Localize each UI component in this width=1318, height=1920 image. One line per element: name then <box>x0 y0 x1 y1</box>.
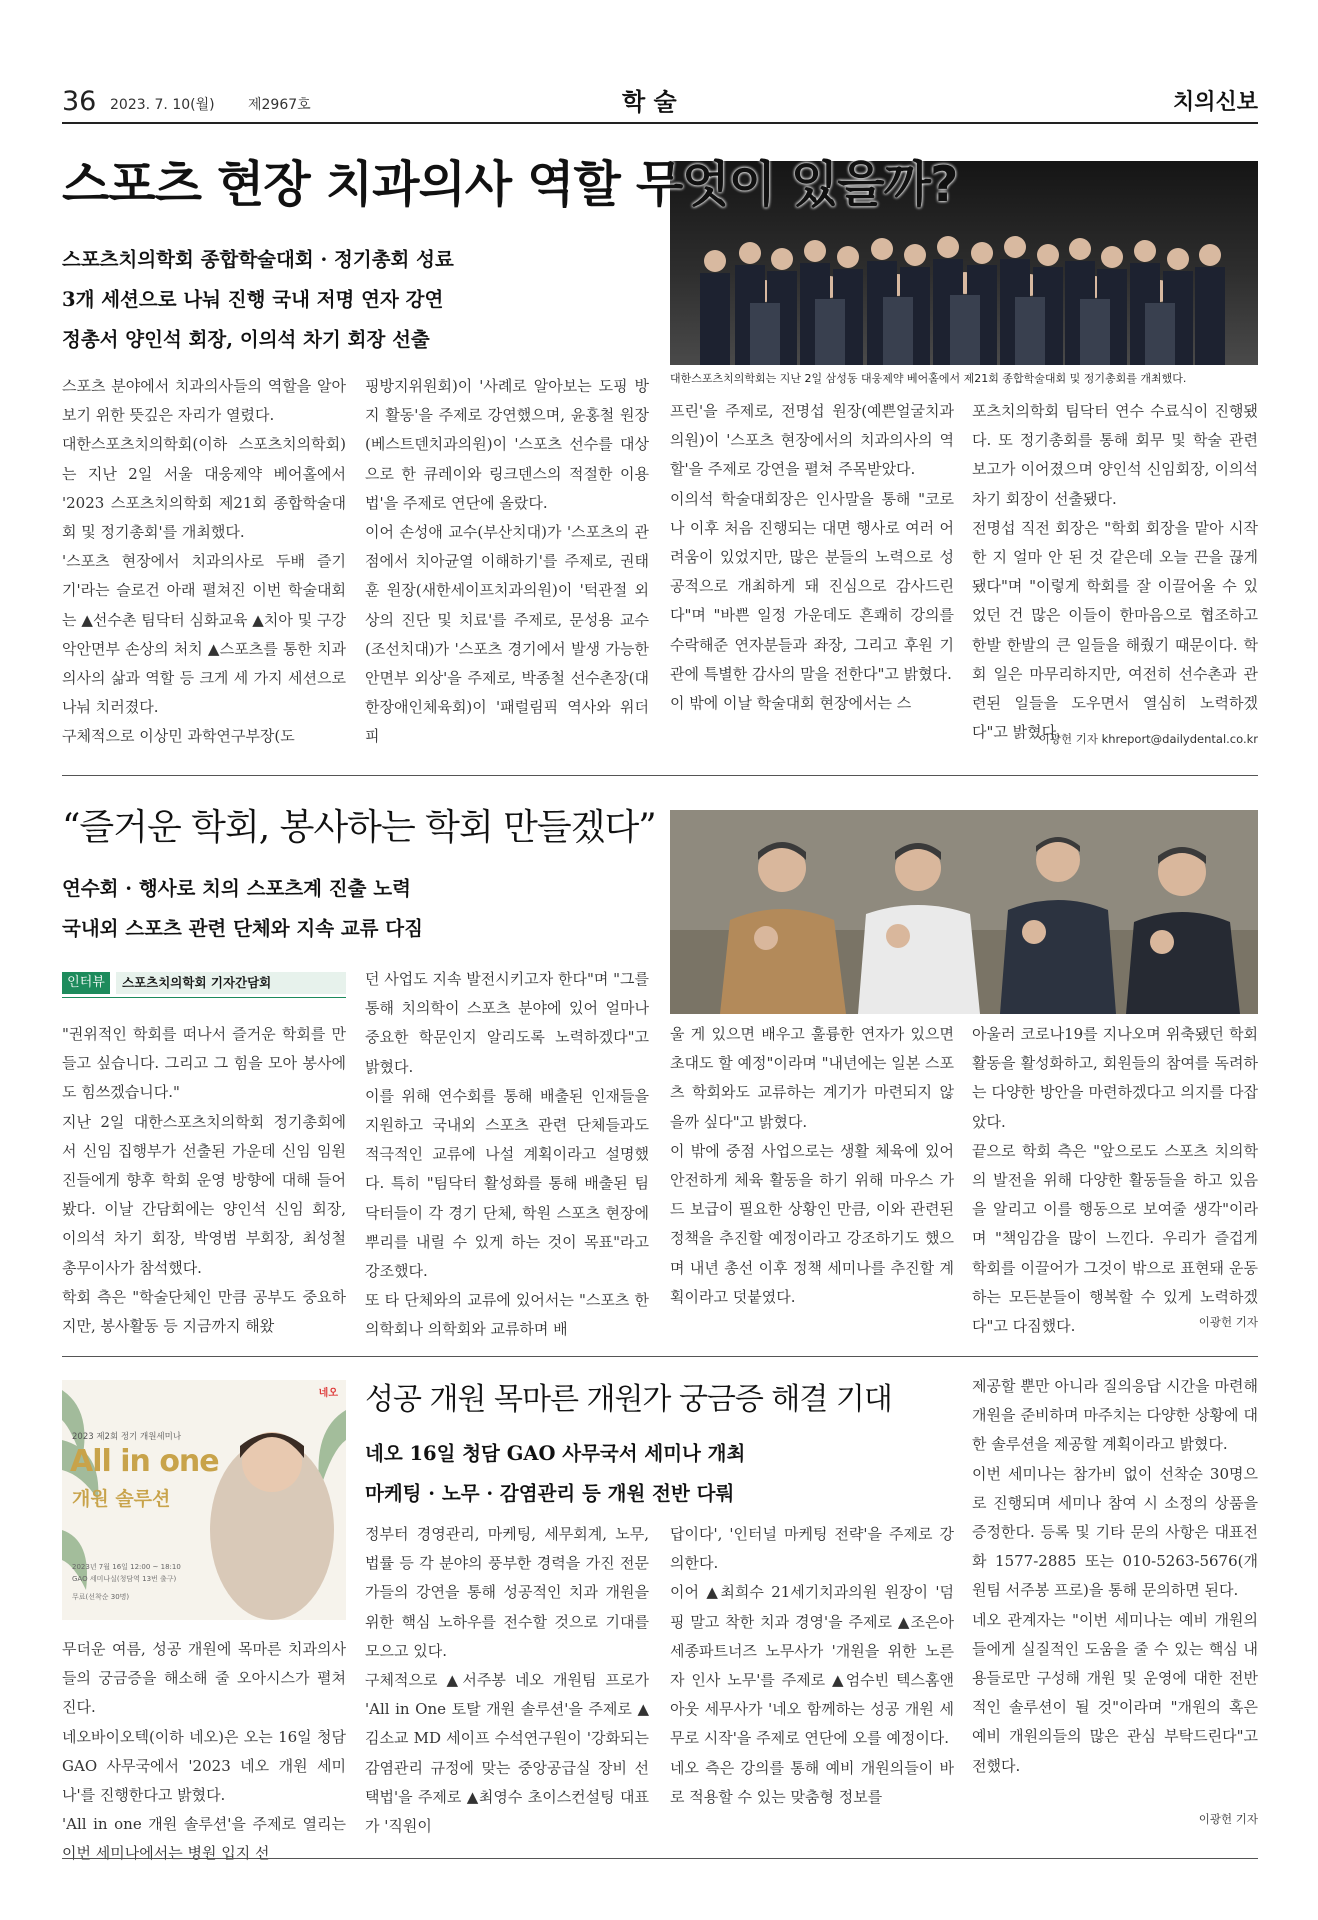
article3-subheads: 네오 16일 청담 GAO 사무국서 세미나 개최 마케팅 · 노무 · 감염관리 등 개원 전반 다뤄 <box>365 1442 746 1505</box>
article3-headline: 성공 개원 목마른 개원가 궁금증 해결 기대 <box>365 1382 892 1417</box>
article3-column-1: 무더운 여름, 성공 개원에 목마른 치과의사들의 궁금증을 해소해 줄 오아시스가 펼쳐진다. 네오바이오텍(이하 네오)은 오는 16일 청담 GAO 사무국에서 '2023 네오 개원 세미나'를 진행한다고 밝혔다. 'All in one 개원 솔루션'을 주제로 열리는 이번 세미나에서는 병원 입지 선 <box>62 1640 346 1863</box>
article3-column-3: 답이다', '인터널 마케팅 전략'을 주제로 강의한다. 이어 ▲최희수 21세기치과의원 원장이 '덤핑 말고 착한 치과 경영'을 주제로 ▲조은아 세종파트너즈 노무사가 '개원을 위한 노른자 인사 노무'를 주제로 ▲엄수빈 텍스홈앤아웃 세무사가 '네오 함께하는 성공 개원 세무로 시작'을 주제로 연단에 오를 예정이다. 네오 측은 강의를 통해 예비 개원의들이 바로 적용할 수 있는 맞춤형 정보를 <box>670 1525 954 1806</box>
article1-column-3: 프린'을 주제로, 전명섭 원장(예쁜얼굴치과의원)이 '스포츠 현장에서의 치과의사의 역할'을 주제로 강연을 펼쳐 주목받았다. 이의석 학술대회장은 인사말을 통해 "코로나 이후 처음 진행되는 대면 행사로 여러 어려움이 있었지만, 많은 분들의 노력으로 성공적으로 개최하게 돼 진심으로 감사드린다"며 "바쁜 일정 가운데도 흔쾌히 강의를 수락해준 연자분들과 좌장, 그리고 후원 기관에 특별한 감사의 말을 전한다"고 밝혔다. 이 밖에 이날 학술대회 현장에서는 스 <box>670 402 954 713</box>
article2-subheads: 연수회 · 행사로 치의 스포츠계 진출 노력 국내외 스포츠 관련 단체와 지속 교류 다짐 <box>62 877 423 940</box>
article1-byline: 이광헌 기자 khreport@dailydental.co.kr <box>1038 732 1258 746</box>
poster-brand: 네오 <box>318 1388 338 1399</box>
article2-byline: 이광헌 기자 <box>1198 1315 1258 1329</box>
article-divider-1 <box>62 775 1258 776</box>
seminar-poster <box>62 1380 346 1620</box>
paper-logo: 치의신보 <box>1172 90 1258 115</box>
poster-info-date: 2023년 7월 16일 12:00 ~ 18:10 <box>72 1563 181 1571</box>
executives-group-photo <box>670 810 1258 1014</box>
interview-tag-row <box>62 972 346 994</box>
article1-column-2: 핑방지위원회)이 '사례로 알아보는 도핑 방지 활동'을 주제로 강연했으며, 윤홍철 원장(베스트덴치과의원)이 '스포츠 선수를 대상으로 한 큐레이와 링크덴스의 적절한 이용법'을 주제로 연단에 올랐다. 이어 손성애 교수(부산치대)가 '스포츠의 관점에서 치아균열 이해하기'를 주제로, 권태훈 원장(새한세이프치과의원)이 '턱관절 외상의 진단 및 치료'를 주제로, 문성용 교수(조선치대)가 '스포츠 경기에서 발생 가능한 안면부 외상'을 주제로, 박종철 선수촌장(대한장애인체육회)이 '패럴림픽 역사와 위더피 <box>365 377 649 746</box>
article3-column-2: 정부터 경영관리, 마케팅, 세무회계, 노무, 법률 등 각 분야의 풍부한 경력을 가진 전문가들의 강연을 통해 성공적인 치과 개원을 위한 핵심 노하우를 전수할 것으로 기대를 모으고 있다. 구체적으로 ▲서주봉 네오 개원팀 프로가 'All in One 토탈 개원 솔루션'을 주제로 ▲김소교 MD 세이프 수석연구원이 '강화되는 감염관리 규정에 맞는 중앙공급실 장비 선택법'을 주제로 ▲최영수 초이스컨설팅 대표가 '직원이 <box>365 1525 649 1836</box>
issue-number: 제2967호 <box>248 97 311 113</box>
article3-byline: 이광헌 기자 <box>1198 1812 1258 1826</box>
article2-headline: “즐거운 학회, 봉사하는 학회 만들겠다” <box>62 807 656 848</box>
poster-small-title: 2023 제2회 정기 개원세미나 <box>72 1432 182 1442</box>
poster-title-line2: 개원 솔루션 <box>72 1488 171 1510</box>
article2-column-4: 아울러 코로나19를 지나오며 위축됐던 학회 활동을 활성화하고, 회원들의 참여를 독려하는 다양한 방안을 마련하겠다고 의지를 다잡았다. 끝으로 학회 측은 "앞으로도 스포츠 치의학의 발전을 위해 다양한 활동들을 하고 있음을 알리고 이를 행동으로 보여줄 생각"이라며 "책임감을 많이 느낀다. 우리가 즐겁게 학회를 이끌어가 그것이 밖으로 표현돼 운동하는 모든분들이 행복할 수 있게 노력하겠다"고 다짐했다. <box>972 1025 1258 1336</box>
executives-photo-figure <box>670 810 1258 1014</box>
article1-column-4: 포츠치의학회 팀닥터 연수 수료식이 진행됐다. 또 정기총회를 통해 회무 및 학술 관련 보고가 이어졌으며 양인석 신임회장, 이의석 차기 회장이 선출됐다. 전명섭 직전 회장은 "학회 회장을 맡아 시작한 지 얼마 안 된 것 같은데 오늘 끈을 끊게 됐다"며 "이렇게 학회를 잘 이끌어올 수 있었던 건 많은 이들이 한마음으로 협조하고 한발 한발의 큰 일들을 해줬기 때문이다. 학회 일은 마무리하지만, 여전히 선수촌과 관련된 일들을 도우면서 열심히 노력하겠다"고 밝혔다. <box>972 402 1258 742</box>
article2-column-2: 던 사업도 지속 발전시키고자 한다"며 "그를 통해 치의학이 스포츠 분야에 있어 얼마나 중요한 학문인지 알리도록 노력하겠다"고 밝혔다. 이를 위해 연수회를 통해 배출된 인재들을 지원하고 국내외 스포츠 관련 단체들과도 적극적인 교류에 나설 계획이라고 설명했다. 특히 "팀닥터 활성화를 통해 배출된 팀닥터들이 각 경기 단체, 학원 스포츠 현장에 뿌리를 내릴 수 있게 하는 것이 목표"라고 강조했다. 또 타 단체와의 교류에 있어서는 "스포츠 한의학회나 의학회와 교류하며 배 <box>365 970 649 1339</box>
article1-subheads: 스포츠치의학회 종합학술대회 · 정기총회 성료 3개 세션으로 나눠 진행 국내 저명 연자 강연 정총서 양인석 회장, 이의석 차기 회장 선출 <box>62 248 454 351</box>
header-rule <box>62 122 1258 124</box>
article1-photo-caption: 대한스포츠치의학회는 지난 2일 삼성동 대웅제약 베어홀에서 제21회 종합학술대회 및 정기총회를 개최했다. <box>670 372 1187 385</box>
poster-info-place: GAO 세미나실(청담역 13번 출구) <box>72 1575 177 1583</box>
article2-column-1: "권위적인 학회를 떠나서 즐거운 학회를 만들고 싶습니다. 그리고 그 힘을 모아 봉사에도 힘쓰겠습니다." 지난 2일 대한스포츠치의학회 정기총회에서 신임 집행부가 선출된 가운데 신임 임원진들에게 향후 학회 운영 방향에 대해 들어봤다. 이날 간담회에는 양인석 신임 회장, 이의석 차기 회장, 박영범 부회장, 최성철 총무이사가 참석했다. 학회 측은 "학술단체인 만큼 공부도 중요하지만, 봉사활동 등 지금까지 해왔 <box>62 1025 346 1336</box>
page-bottom-rule <box>62 1858 1258 1859</box>
article2-column-3: 울 게 있으면 배우고 훌륭한 연자가 있으면 초대도 할 예정"이라며 "내년에는 일본 스포츠 학회와도 교류하는 계기가 마련되지 않을까 싶다"고 밝혔다. 이 밖에 중점 사업으로는 생활 체육에 있어 안전하게 체육 활동을 하기 위해 마우스 가드 보급이 필요한 상황인 만큼, 이와 관련된 정책을 추진할 예정이라고 강조하기도 했으며 내년 총선 이후 정책 세미나를 추진할 계획이라고 덧붙였다. <box>670 1025 954 1306</box>
article1-headline: 스포츠 현장 치과의사 역할 무엇이 있을까? <box>62 156 958 213</box>
section-name: 학 술 <box>622 88 677 116</box>
poster-info-fee: 무료(선착순 30명) <box>72 1593 130 1601</box>
poster-title-line1: All in one <box>70 1444 219 1479</box>
page-number: 36 <box>62 86 97 117</box>
article-divider-2 <box>62 1356 1258 1357</box>
article3-column-4: 제공할 뿐만 아니라 질의응답 시간을 마련해 개원을 준비하며 마주치는 다양한 상황에 대한 솔루션을 제공할 계획이라고 밝혔다. 이번 세미나는 참가비 없이 선착순 30명으로 진행되며 세미나 참여 시 소정의 상품을 증정한다. 등록 및 기타 문의 사항은 대표전화 1577-2885 또는 010-5263-5676(개원팀 서주봉 프로)을 통해 문의하면 된다. 네오 관계자는 "이번 세미나는 예비 개원의들에게 실질적인 도움을 줄 수 있는 핵심 내용들로만 구성해 개원 및 운영에 대한 전반적인 솔루션이 될 것"이라며 "개원의 혹은 예비 개원의들의 많은 관심 부탁드린다"고 전했다. <box>972 1377 1258 1775</box>
interview-tag-label: 스포츠치의학회 기자간담회 <box>116 972 346 994</box>
article1-column-1: 스포츠 분야에서 치과의사들의 역할을 알아보기 위한 뜻깊은 자리가 열렸다. 대한스포츠치의학회(이하 스포츠치의학회)는 지난 2일 서울 대웅제약 베어홀에서 '2023 스포츠치의학회 제21회 종합학술대회 및 정기총회'를 개최했다. '스포츠 현장에서 치과의사로 두배 즐기기'라는 슬로건 아래 펼쳐진 이번 학술대회는 ▲선수촌 팀닥터 심화교육 ▲치아 및 구강악안면부 손상의 처치 ▲스포츠를 통한 치과의사의 삶과 역할 등 크게 세 가지 세션으로 나눠 치러졌다. 구체적으로 이상민 과학연구부장(도 <box>62 377 346 746</box>
page-header <box>62 86 1258 120</box>
interview-tag: 인터뷰 <box>62 972 110 994</box>
interview-tag-rule <box>62 997 346 998</box>
issue-date: 2023. 7. 10(월) <box>110 97 215 113</box>
